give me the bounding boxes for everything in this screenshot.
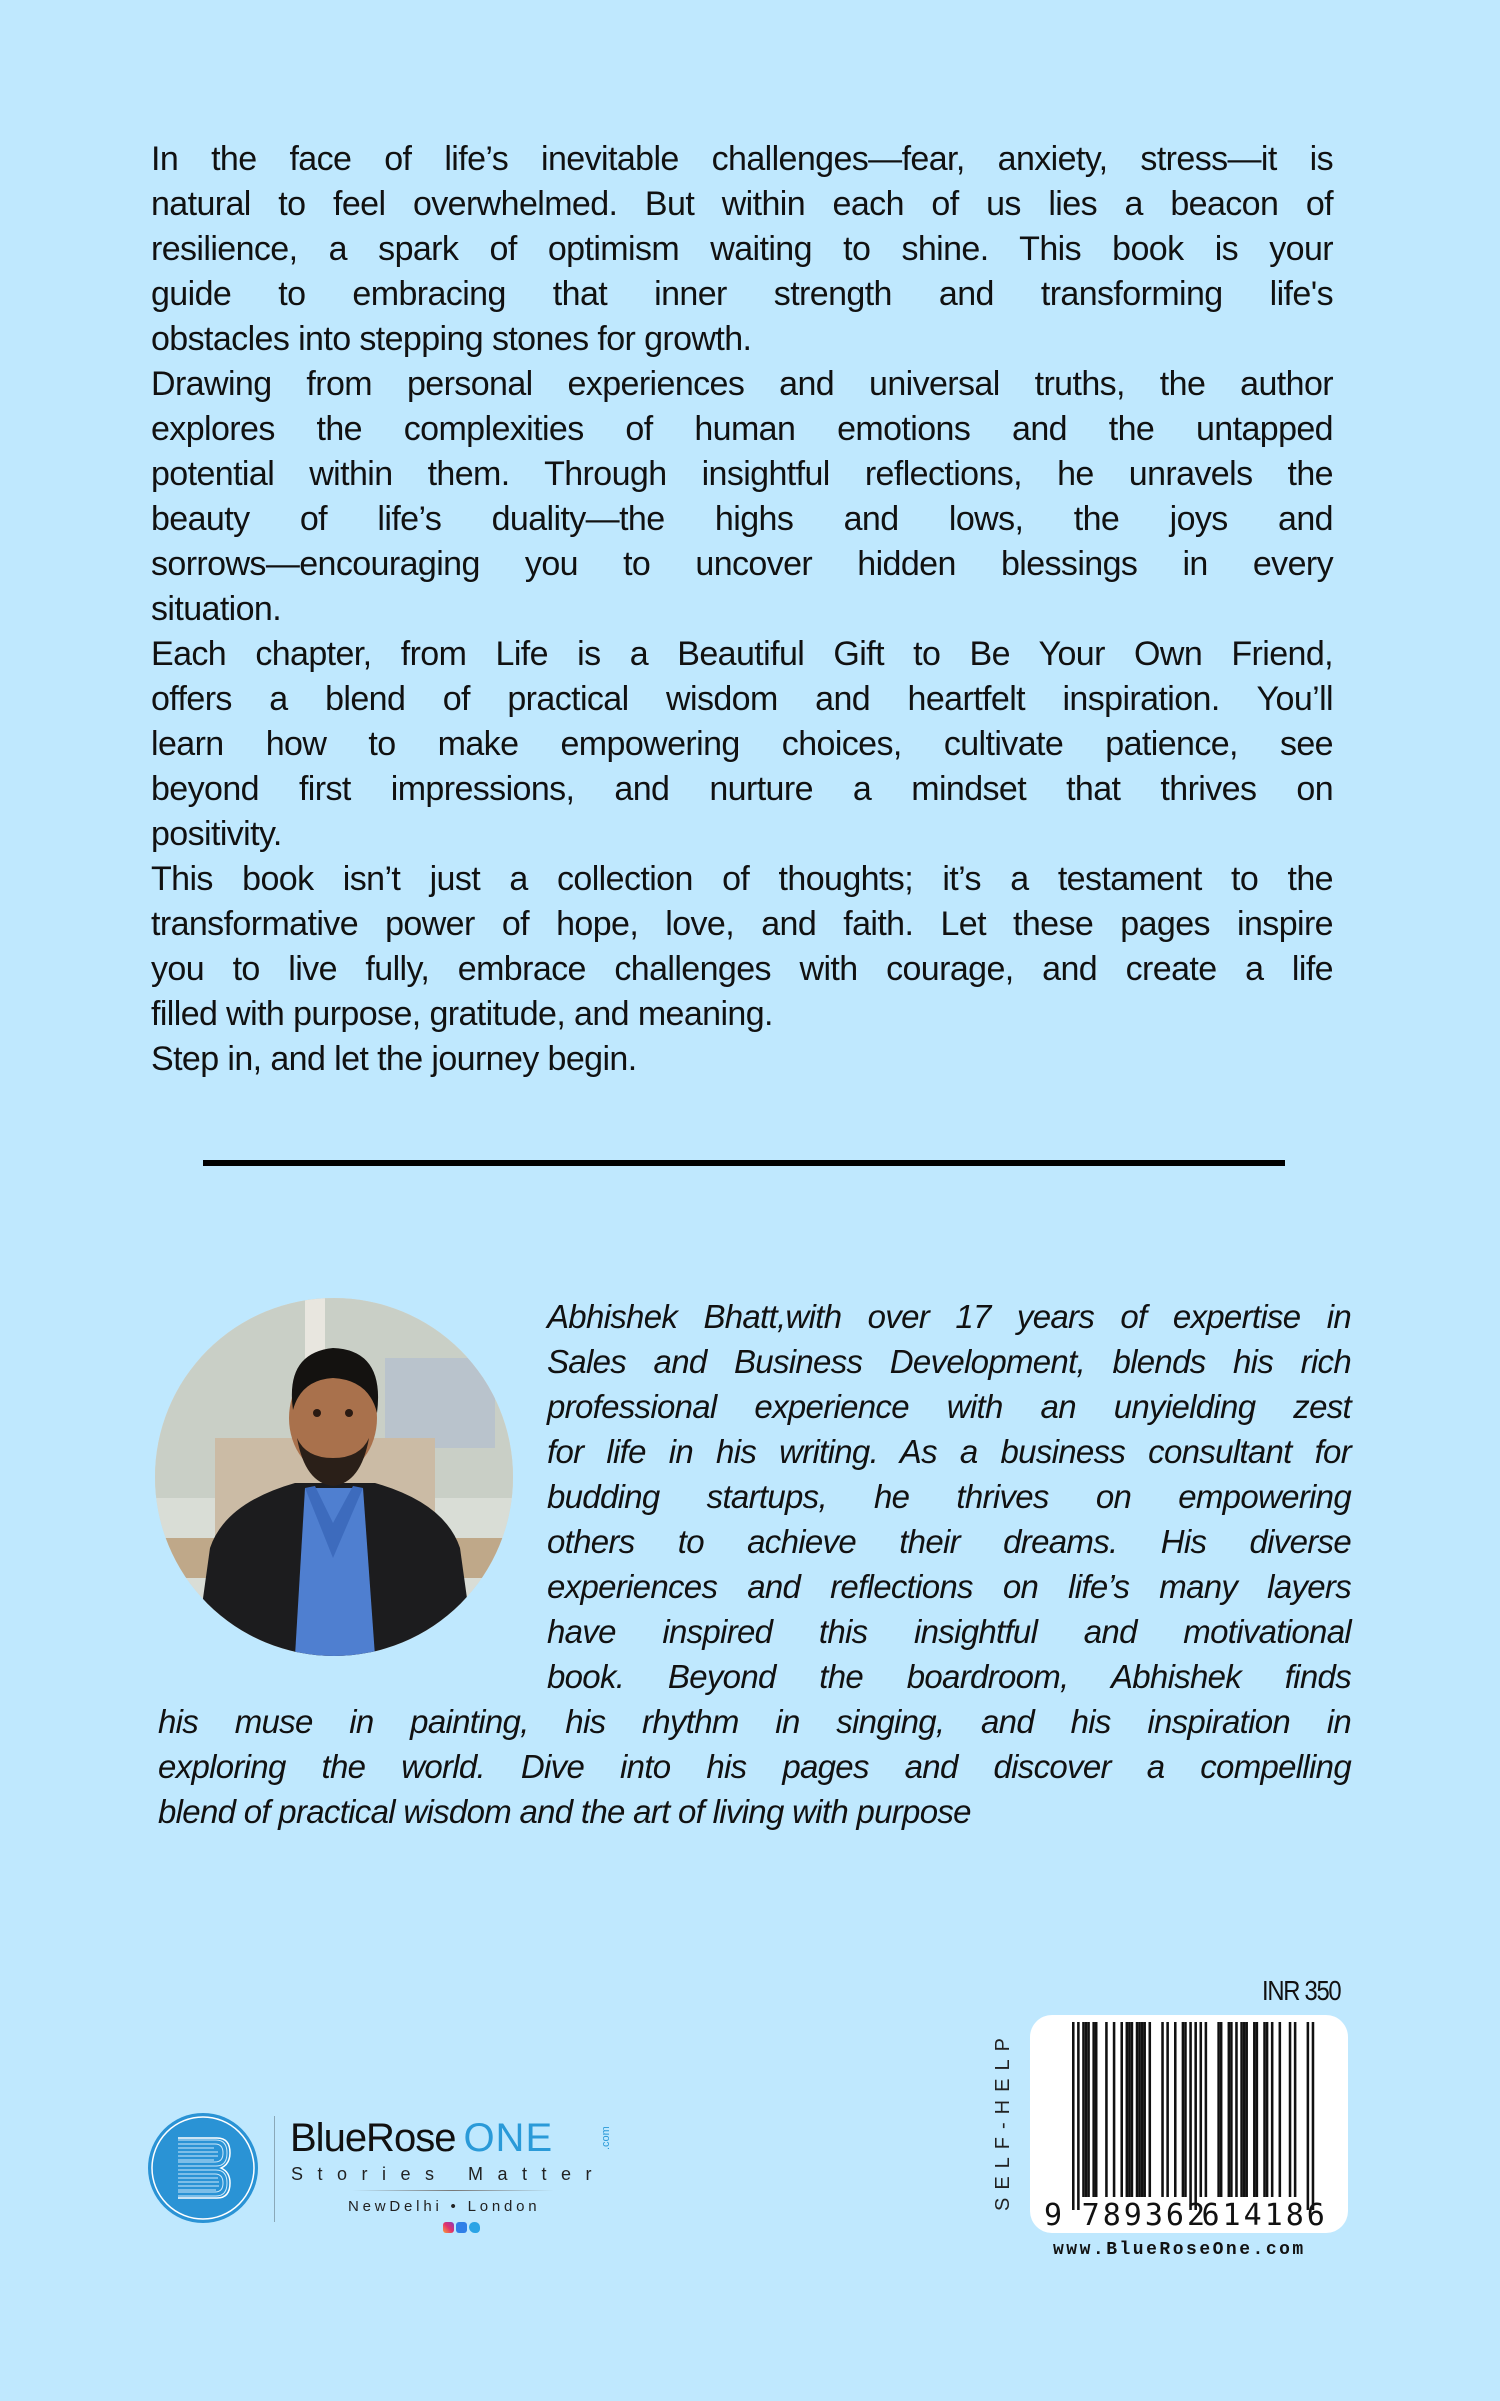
- barcode-bar: [1217, 2022, 1220, 2197]
- text-line: for life in his writing. As a business consultant for: [547, 1433, 1351, 1470]
- barcode-bar: [1189, 2022, 1192, 2210]
- text-line: beyond first impressions, and nurture a mindset that thrives on: [151, 770, 1333, 808]
- barcode-bar: [1266, 2022, 1269, 2197]
- barcode-bar: [1230, 2022, 1233, 2197]
- text-line: exploring the world. Dive into his pages and discover a compelling: [158, 1748, 1351, 1785]
- barcode-bar: [1092, 2022, 1095, 2197]
- text-line: This book isn’t just a collection of thoughts; it’s a testament to the: [151, 860, 1333, 898]
- barcode-bar: [1149, 2022, 1152, 2197]
- instagram-icon[interactable]: [443, 2222, 454, 2233]
- text-line: Drawing from personal experiences and universal truths, the author: [151, 365, 1333, 403]
- genre-label: SELF-HELP: [992, 2030, 1014, 2211]
- barcode-bar: [1307, 2022, 1310, 2210]
- barcode-bar: [1128, 2022, 1131, 2197]
- publisher-website: www.BlueRoseOne.com: [1053, 2240, 1306, 2260]
- logo-separator: [274, 2116, 275, 2222]
- text-line: situation.: [151, 590, 282, 628]
- section-divider: [203, 1160, 1285, 1166]
- author-bio-beside-photo: [547, 1294, 1351, 1699]
- barcode-bar: [1243, 2022, 1246, 2197]
- barcode-bar: [1194, 2022, 1197, 2210]
- isbn-right-digits: 614186: [1201, 2198, 1328, 2233]
- text-line: Step in, and let the journey begin.: [151, 1040, 637, 1078]
- text-line: potential within them. Through insightful reflections, he unravels the: [151, 455, 1333, 493]
- text-line: blend of practical wisdom and the art of living with purpose: [158, 1793, 971, 1830]
- barcode-bar: [1271, 2022, 1274, 2197]
- barcode-bar: [1253, 2022, 1256, 2197]
- text-line: have inspired this insightful and motivational: [547, 1613, 1351, 1650]
- text-line: beauty of life’s duality—the highs and lows, the joys and: [151, 500, 1333, 538]
- barcode-bar: [1245, 2022, 1248, 2197]
- barcode-bar: [1184, 2022, 1187, 2197]
- barcode-bar: [1256, 2022, 1259, 2197]
- text-line: budding startups, he thrives on empowering: [547, 1478, 1351, 1515]
- text-line: filled with purpose, gratitude, and meaning.: [151, 995, 773, 1033]
- tagline-rule: [352, 2190, 554, 2191]
- text-line: professional experience with an unyielding zest: [547, 1388, 1351, 1425]
- barcode-bar: [1263, 2022, 1266, 2197]
- text-line: transformative power of hope, love, and faith. Let these pages inspire: [151, 905, 1333, 943]
- isbn-first-digit: 9: [1044, 2198, 1066, 2233]
- text-line: book. Beyond the boardroom, Abhishek finds: [547, 1658, 1351, 1695]
- social-icons: [443, 2222, 480, 2233]
- text-line: positivity.: [151, 815, 282, 853]
- barcode-bar: [1082, 2022, 1085, 2197]
- barcode-bar: [1235, 2022, 1238, 2197]
- author-portrait-illustration: [155, 1298, 513, 1656]
- text-line: offers a blend of practical wisdom and heartfelt inspiration. You’ll: [151, 680, 1333, 718]
- barcode-bar: [1228, 2022, 1231, 2197]
- barcode-bar: [1182, 2022, 1185, 2197]
- text-line: Abhishek Bhatt,with over 17 years of expertise in: [547, 1298, 1351, 1335]
- author-photo: [155, 1298, 513, 1656]
- barcode-bar: [1077, 2022, 1080, 2210]
- barcode-bar: [1289, 2022, 1292, 2197]
- text-line: his muse in painting, his rhythm in singing, and his inspiration in: [158, 1703, 1351, 1740]
- text-line: sorrows—encouraging you to uncover hidden blessings in every: [151, 545, 1333, 583]
- barcode-bar: [1240, 2022, 1243, 2197]
- book-blurb: [151, 137, 1333, 1082]
- text-line: others to achieve their dreams. His diverse: [547, 1523, 1351, 1560]
- barcode-bar: [1166, 2022, 1169, 2197]
- barcode-bar: [1161, 2022, 1164, 2197]
- barcode-bar: [1120, 2022, 1123, 2197]
- twitter-icon[interactable]: [469, 2222, 480, 2233]
- author-bio-full-width: [158, 1699, 1351, 1834]
- barcode-bar: [1279, 2022, 1282, 2197]
- text-line: Each chapter, from Life is a Beautiful Gift to Be Your Own Friend,: [151, 635, 1333, 673]
- barcode-bar: [1126, 2022, 1129, 2197]
- barcode-bar: [1143, 2022, 1146, 2197]
- brand-suffix: .com: [600, 2126, 612, 2150]
- barcode-bar: [1141, 2022, 1144, 2197]
- text-line: natural to feel overwhelmed. But within each of us lies a beacon of: [151, 185, 1333, 223]
- text-line: obstacles into stepping stones for growth.: [151, 320, 752, 358]
- barcode-bar: [1105, 2022, 1108, 2197]
- text-line: Sales and Business Development, blends his rich: [547, 1343, 1351, 1380]
- publisher-brand: [290, 2116, 553, 2160]
- text-line: In the face of life’s inevitable challenges—fear, anxiety, stress—it is: [151, 140, 1333, 178]
- barcode-bar: [1095, 2022, 1098, 2197]
- barcode-bar: [1136, 2022, 1139, 2197]
- barcode-bar: [1113, 2022, 1116, 2197]
- publisher-tagline: Stories Matter: [291, 2164, 607, 2184]
- barcode-bar: [1200, 2022, 1203, 2197]
- bluerose-logo-icon: [148, 2113, 258, 2223]
- price-label: INR 350: [1262, 1975, 1341, 2006]
- barcode-bar: [1294, 2022, 1297, 2197]
- brand-primary: BlueRose: [290, 2116, 456, 2160]
- text-line: experiences and reflections on life’s many layers: [547, 1568, 1351, 1605]
- text-line: resilience, a spark of optimism waiting to shine. This book is your: [151, 230, 1333, 268]
- barcode-bar: [1131, 2022, 1134, 2197]
- isbn-barcode: [1030, 2015, 1348, 2233]
- barcode-bar: [1220, 2022, 1223, 2197]
- facebook-icon[interactable]: [456, 2222, 467, 2233]
- isbn-left-digits: 789362: [1081, 2198, 1209, 2233]
- brand-accent: ONE: [463, 2116, 554, 2160]
- text-line: learn how to make empowering choices, cultivate patience, see: [151, 725, 1333, 763]
- barcode-bars: [1030, 2015, 1348, 2233]
- barcode-bar: [1312, 2022, 1315, 2210]
- text-line: explores the complexities of human emotions and the untapped: [151, 410, 1333, 448]
- barcode-bar: [1087, 2022, 1090, 2197]
- barcode-bar: [1205, 2022, 1208, 2197]
- barcode-bar: [1174, 2022, 1177, 2197]
- publisher-cities: NewDelhi • London: [348, 2198, 541, 2215]
- text-line: you to live fully, embrace challenges with courage, and create a life: [151, 950, 1333, 988]
- barcode-bar: [1085, 2022, 1088, 2197]
- barcode-bar: [1072, 2022, 1075, 2210]
- text-line: guide to embracing that inner strength and transforming life's: [151, 275, 1333, 313]
- barcode-bar: [1138, 2022, 1141, 2197]
